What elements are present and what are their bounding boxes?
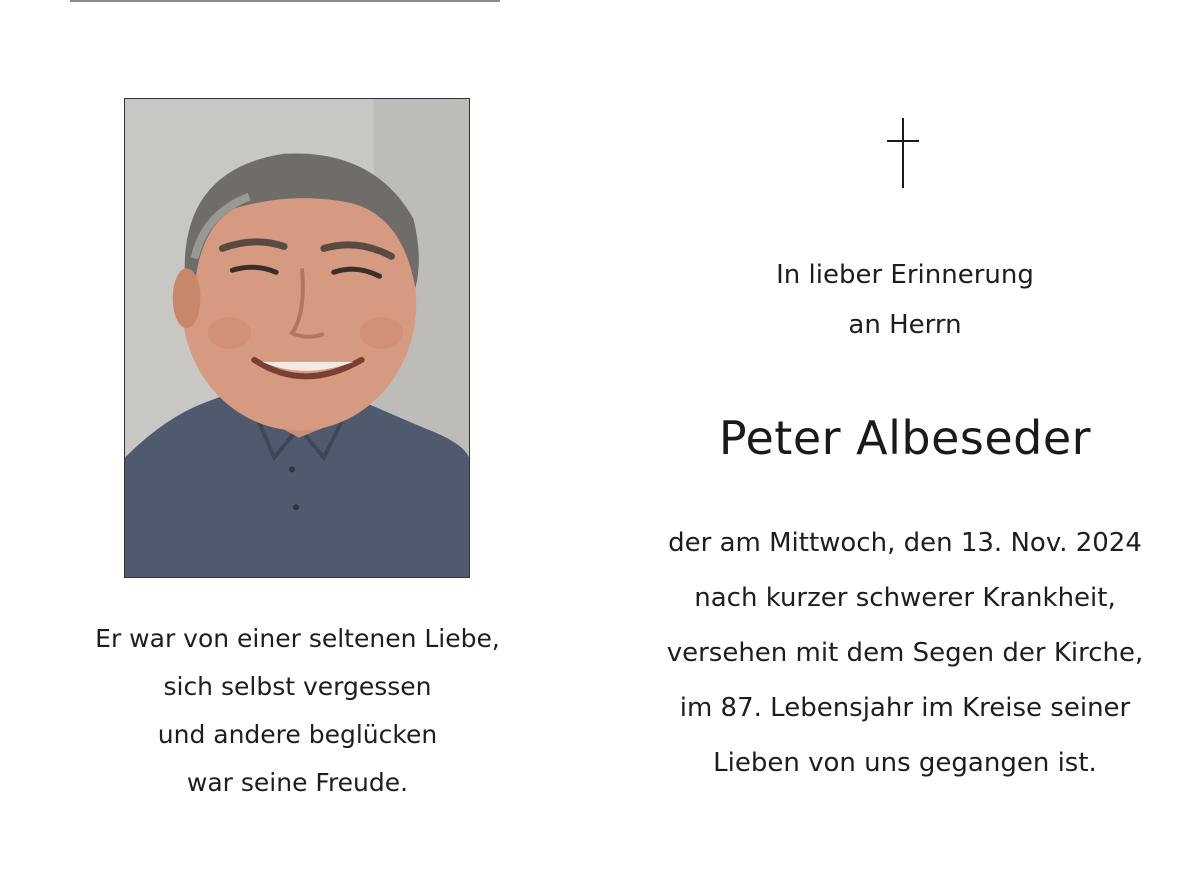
- obituary-details: [605, 516, 1200, 791]
- detail-line: Lieben von uns gegangen ist.: [713, 748, 1097, 778]
- memorial-verse: [40, 615, 555, 807]
- portrait-photo: [124, 98, 470, 578]
- verse-line: und andere beglücken: [157, 720, 438, 749]
- verse-line: sich selbst vergessen: [163, 672, 432, 701]
- top-divider: [70, 0, 500, 2]
- detail-line: nach kurzer schwerer Krankheit,: [694, 583, 1116, 613]
- verse-line: Er war von einer seltenen Liebe,: [95, 624, 500, 653]
- deceased-name: Peter Albeseder: [718, 411, 1092, 465]
- intro-line: an Herrn: [848, 310, 962, 340]
- detail-line: versehen mit dem Segen der Kirche,: [666, 638, 1144, 668]
- cross-icon: [878, 118, 928, 188]
- verse-line: war seine Freude.: [186, 768, 409, 797]
- detail-line: der am Mittwoch, den 13. Nov. 2024: [668, 528, 1142, 558]
- detail-line: im 87. Lebensjahr im Kreise seiner: [679, 693, 1131, 723]
- remembrance-heading: [605, 250, 1200, 350]
- intro-line: In lieber Erinnerung: [776, 260, 1034, 290]
